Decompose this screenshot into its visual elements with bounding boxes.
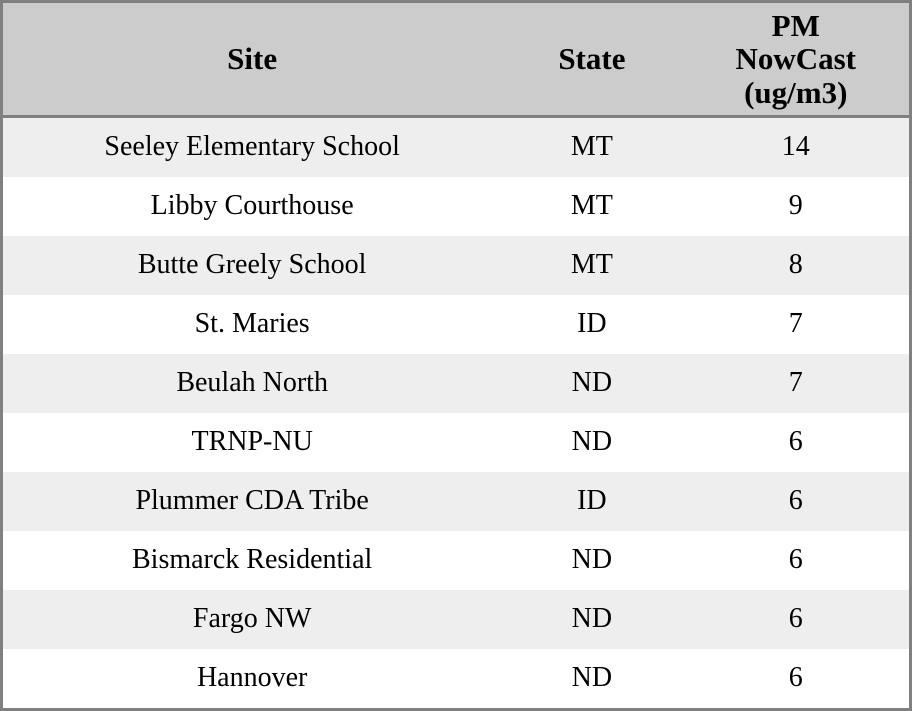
air-quality-table [3, 3, 909, 708]
table-row [3, 117, 909, 177]
cell-site: Beulah North [176, 367, 328, 399]
cell-state: MT [570, 131, 613, 163]
column-header-pm-nowcast [682, 3, 909, 117]
cell-state: ND [571, 367, 613, 399]
cell-site: Butte Greely School [137, 249, 367, 281]
cell-site: Bismarck Residential [132, 544, 373, 576]
column-header-pm-nowcast-line-2: NowCast [735, 41, 857, 77]
cell-value: 6 [788, 426, 803, 458]
column-header-state: State [501, 3, 682, 117]
table-row [3, 531, 909, 590]
cell-site: Plummer CDA Tribe [135, 485, 369, 517]
table-row [3, 295, 909, 354]
column-header-pm-nowcast-line-1: PM [771, 8, 820, 43]
table-row [3, 472, 909, 531]
cell-state: ND [571, 603, 613, 635]
cell-value: 6 [788, 544, 803, 576]
cell-site: Hannover [196, 662, 308, 694]
cell-state: ND [571, 426, 613, 458]
cell-site: Seeley Elementary School [104, 131, 400, 163]
cell-site: St. Maries [194, 308, 310, 340]
column-header-site: Site [3, 3, 501, 117]
cell-site: Fargo NW [192, 603, 312, 635]
cell-state: ID [577, 308, 607, 340]
column-header-pm-nowcast-line-3: (ug/m3) [744, 74, 848, 110]
cell-value: 8 [788, 249, 803, 281]
cell-value: 7 [788, 308, 803, 340]
table-row [3, 354, 909, 413]
cell-value: 14 [781, 131, 810, 163]
table-row [3, 236, 909, 295]
cell-value: 6 [788, 603, 803, 635]
cell-site: TRNP-NU [191, 426, 313, 458]
cell-state: ID [577, 485, 607, 517]
table-body [3, 117, 909, 708]
table-row [3, 413, 909, 472]
table-header [3, 3, 909, 117]
cell-site: Libby Courthouse [150, 190, 354, 222]
cell-value: 9 [788, 190, 803, 222]
cell-state: ND [571, 662, 613, 694]
cell-value: 6 [788, 662, 803, 694]
cell-state: MT [570, 249, 613, 281]
table-row [3, 649, 909, 708]
table-row [3, 177, 909, 236]
cell-value: 6 [788, 485, 803, 517]
cell-value: 7 [788, 367, 803, 399]
table-header-row [3, 3, 909, 117]
cell-state: ND [571, 544, 613, 576]
cell-state: MT [570, 190, 613, 222]
table-row [3, 590, 909, 649]
